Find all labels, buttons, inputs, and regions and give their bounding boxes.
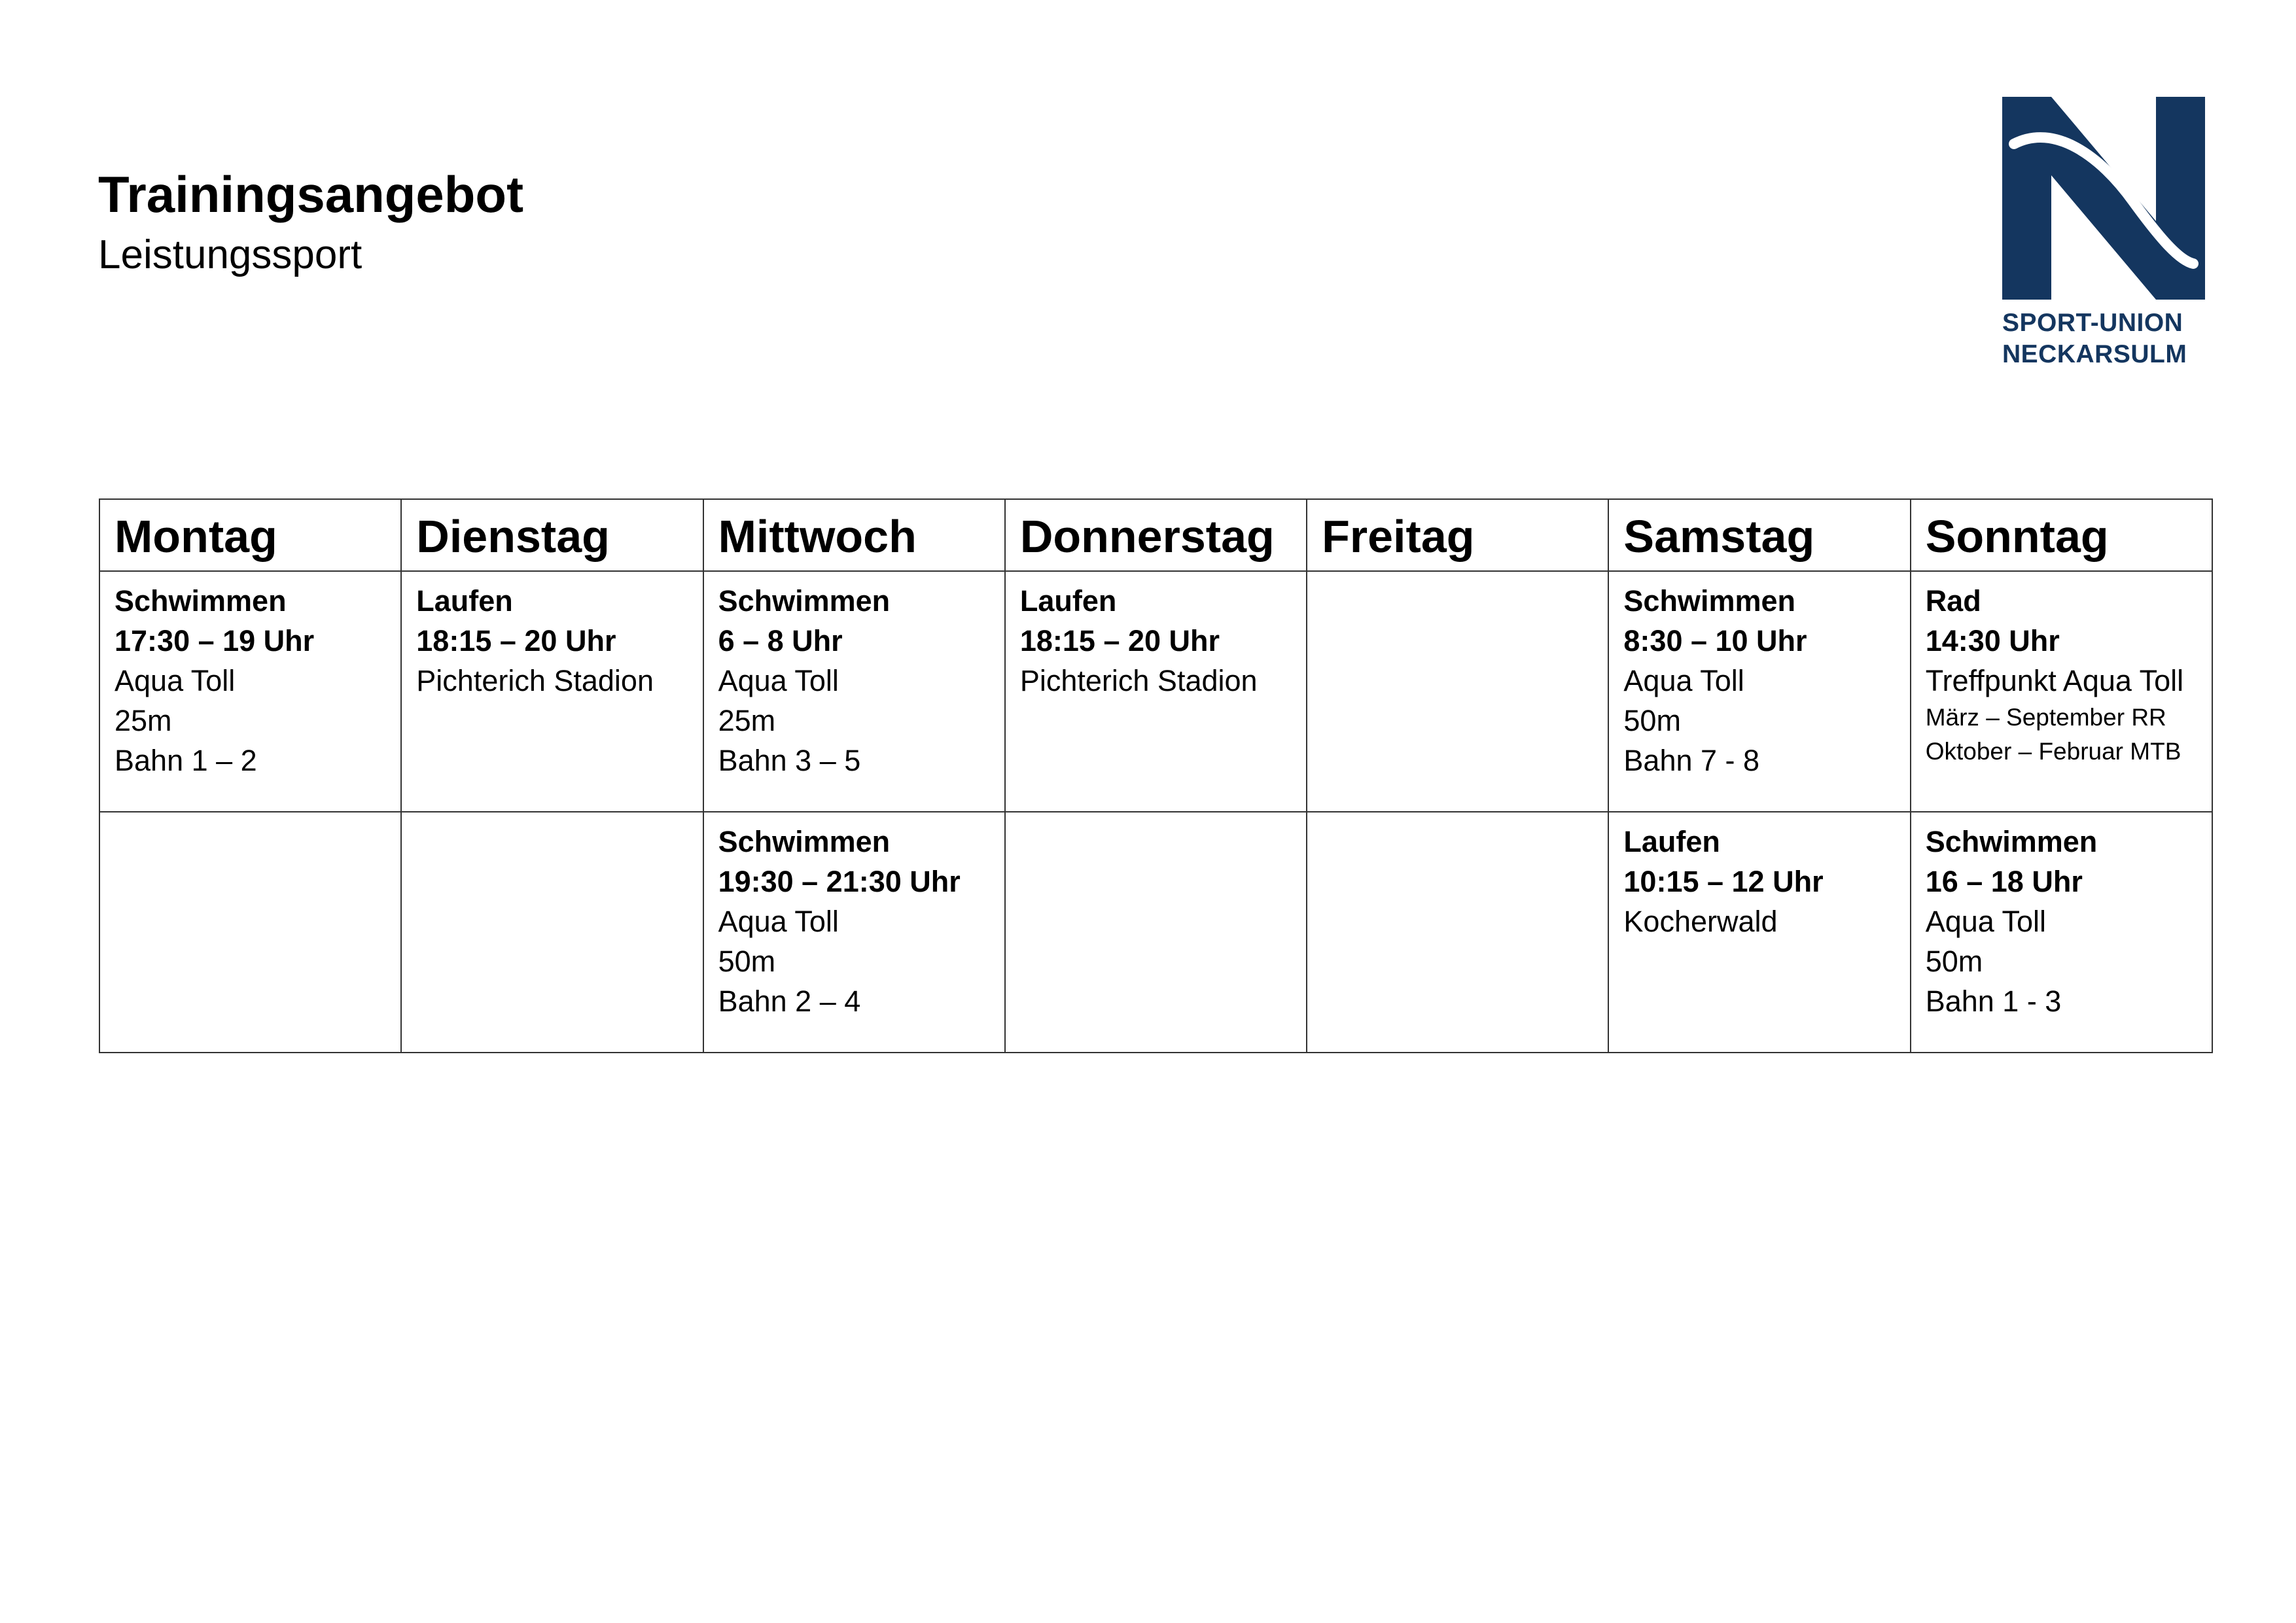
pool-length: 25m <box>115 704 172 737</box>
pool-length: 50m <box>718 945 776 978</box>
session-time: 17:30 – 19 Uhr <box>115 624 315 657</box>
session-cell-sonntag-2 <box>1911 812 2212 1053</box>
session-place: Pichterich Stadion <box>416 664 654 697</box>
day-header: Freitag <box>1307 499 1608 571</box>
session-cell-sonntag-1 <box>1911 571 2212 812</box>
session-cell-samstag-1 <box>1608 571 1910 812</box>
day-header: Mittwoch <box>703 499 1005 571</box>
session-cell-freitag-1 <box>1307 571 1608 812</box>
day-header: Donnerstag <box>1005 499 1307 571</box>
logo-text-line1: SPORT-UNION <box>2002 309 2183 337</box>
pool-length: 25m <box>718 704 776 737</box>
session-place: Pichterich Stadion <box>1019 664 1258 697</box>
lanes: Bahn 3 – 5 <box>718 744 861 777</box>
session-time: 10:15 – 12 Uhr <box>1623 865 1824 898</box>
session-place: Aqua Toll <box>115 664 236 697</box>
session-time: 16 – 18 Uhr <box>1925 865 2083 898</box>
day-header: Dienstag <box>401 499 703 571</box>
session-cell-montag-2 <box>99 812 401 1053</box>
session-time: 19:30 – 21:30 Uhr <box>718 865 961 898</box>
session-cell-donnerstag-1 <box>1005 571 1307 812</box>
session-time: 18:15 – 20 Uhr <box>416 624 616 657</box>
session-time: 18:15 – 20 Uhr <box>1019 624 1220 657</box>
session-time: 6 – 8 Uhr <box>718 624 843 657</box>
activity-name: Rad <box>1925 584 1981 618</box>
table-row <box>99 812 2212 1053</box>
session-cell-mittwoch-2 <box>703 812 1005 1053</box>
session-cell-mittwoch-1 <box>703 571 1005 812</box>
pool-length: 50m <box>1925 945 1983 978</box>
activity-name: Laufen <box>1623 825 1720 858</box>
session-cell-freitag-2 <box>1307 812 1608 1053</box>
activity-name: Schwimmen <box>718 825 891 858</box>
page-subtitle: Leistungssport <box>98 232 362 277</box>
training-schedule-table <box>99 498 2213 1053</box>
session-cell-montag-1 <box>99 571 401 812</box>
lanes: Bahn 1 - 3 <box>1925 985 2062 1018</box>
lanes: Bahn 7 - 8 <box>1623 744 1760 777</box>
session-place: Treffpunkt Aqua Toll <box>1925 664 2184 697</box>
activity-name: Schwimmen <box>718 584 891 618</box>
logo-text-line2: NECKARSULM <box>2002 340 2187 368</box>
page-title: Trainingsangebot <box>98 166 524 223</box>
session-time: 14:30 Uhr <box>1925 624 2060 657</box>
session-place: Aqua Toll <box>1925 905 2046 938</box>
day-header: Montag <box>99 499 401 571</box>
session-place: Aqua Toll <box>718 905 839 938</box>
session-cell-donnerstag-2 <box>1005 812 1307 1053</box>
day-header: Sonntag <box>1911 499 2212 571</box>
lanes: Bahn 1 – 2 <box>115 744 257 777</box>
activity-name: Laufen <box>1019 584 1117 618</box>
session-cell-dienstag-2 <box>401 812 703 1053</box>
day-header: Samstag <box>1608 499 1910 571</box>
logo-mark-icon <box>2002 97 2205 300</box>
pool-length: 50m <box>1623 704 1681 737</box>
session-place: Kocherwald <box>1623 905 1778 938</box>
session-time: 8:30 – 10 Uhr <box>1623 624 1807 657</box>
activity-name: Laufen <box>416 584 513 618</box>
session-place: Aqua Toll <box>718 664 839 697</box>
lanes: Bahn 2 – 4 <box>718 985 861 1018</box>
season-note: Oktober – Februar MTB <box>1925 738 2181 765</box>
activity-name: Schwimmen <box>1623 584 1795 618</box>
table-header-row <box>99 499 2212 571</box>
session-place: Aqua Toll <box>1623 664 1744 697</box>
sport-union-logo <box>2002 97 2205 368</box>
season-note: März – September RR <box>1925 704 2166 731</box>
session-cell-samstag-2 <box>1608 812 1910 1053</box>
activity-name: Schwimmen <box>1925 825 2098 858</box>
table-row <box>99 571 2212 812</box>
session-cell-dienstag-1 <box>401 571 703 812</box>
activity-name: Schwimmen <box>115 584 287 618</box>
